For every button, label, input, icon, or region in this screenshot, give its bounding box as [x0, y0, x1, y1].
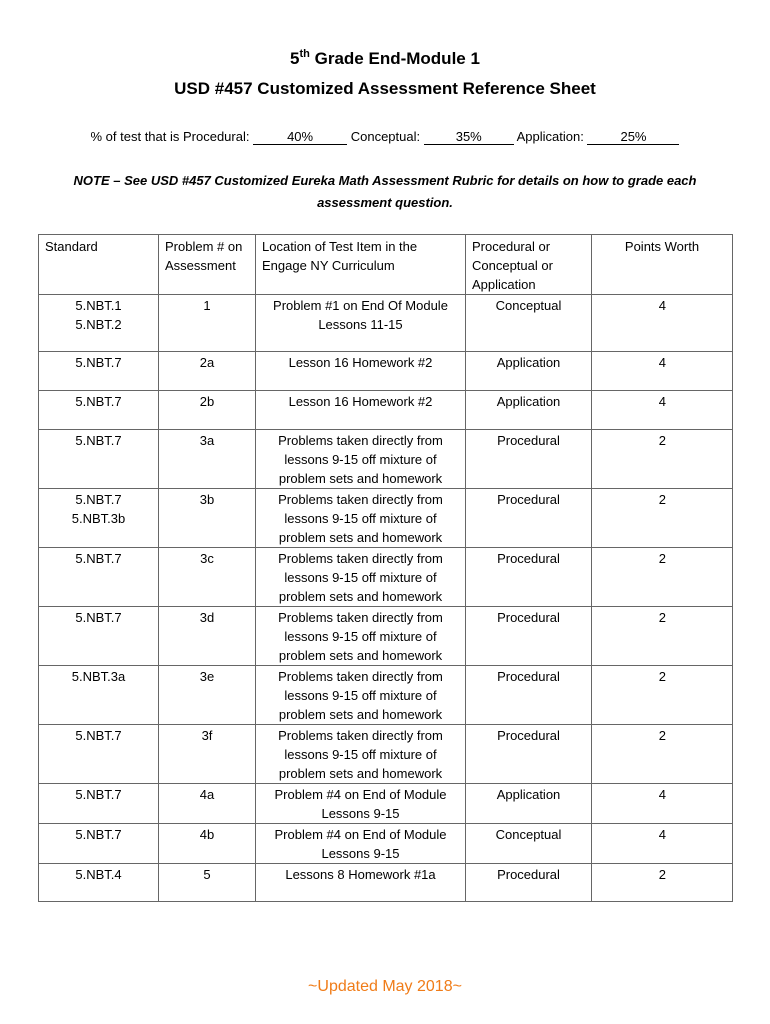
cell-points: 2: [592, 548, 733, 607]
table-row: [39, 430, 733, 489]
grading-note: NOTE – See USD #457 Customized Eureka Math Assessment Rubric for details on how to grade each assessment question.: [73, 173, 697, 210]
cell-points: 2: [592, 430, 733, 489]
header-standard: Standard: [39, 235, 159, 295]
cell-problem: 3a: [159, 430, 256, 489]
updated-footer: ~Updated May 2018~: [308, 978, 462, 995]
page-subtitle: USD #457 Customized Assessment Reference Sheet: [174, 79, 596, 98]
table-row: [39, 824, 733, 864]
cell-location: Lessons 8 Homework #1a: [256, 864, 466, 902]
cell-standard: 5.NBT.7: [39, 784, 159, 824]
conceptual-value: 35%: [424, 130, 514, 145]
table-header-row: [39, 235, 733, 295]
procedural-value: 40%: [253, 130, 347, 145]
table-row: [39, 666, 733, 725]
cell-type: Procedural: [466, 666, 592, 725]
grade-ordinal: th: [299, 48, 310, 60]
cell-points: 4: [592, 784, 733, 824]
cell-location: Problems taken directly from lessons 9-15 off mixture of problem sets and homework: [256, 666, 466, 725]
cell-points: 2: [592, 489, 733, 548]
table-row: [39, 489, 733, 548]
page-title: [0, 47, 770, 73]
table-row: [39, 784, 733, 824]
cell-points: 2: [592, 725, 733, 784]
conceptual-label: Conceptual:: [350, 129, 421, 144]
cell-points: 4: [592, 391, 733, 430]
cell-problem: 3b: [159, 489, 256, 548]
header-type: Procedural or Conceptual or Application: [466, 235, 592, 295]
cell-type: Conceptual: [466, 295, 592, 352]
cell-standard: 5.NBT.1 5.NBT.2: [39, 295, 159, 352]
cell-points: 2: [592, 607, 733, 666]
cell-location: Problems taken directly from lessons 9-15 off mixture of problem sets and homework: [256, 548, 466, 607]
cell-type: Application: [466, 352, 592, 391]
cell-standard: 5.NBT.7: [39, 548, 159, 607]
percentage-line: [0, 128, 770, 146]
cell-type: Conceptual: [466, 824, 592, 864]
cell-type: Procedural: [466, 725, 592, 784]
cell-location: Problem #4 on End of Module Lessons 9-15: [256, 784, 466, 824]
procedural-label: % of test that is Procedural:: [90, 129, 250, 144]
cell-problem: 2a: [159, 352, 256, 391]
cell-points: 4: [592, 295, 733, 352]
cell-points: 4: [592, 824, 733, 864]
table-row: [39, 607, 733, 666]
cell-type: Application: [466, 784, 592, 824]
title-text: Grade End-Module 1: [309, 49, 480, 68]
cell-problem: 4b: [159, 824, 256, 864]
table-row: [39, 295, 733, 352]
cell-standard: 5.NBT.3a: [39, 666, 159, 725]
cell-problem: 1: [159, 295, 256, 352]
table-row: [39, 725, 733, 784]
cell-standard: 5.NBT.4: [39, 864, 159, 902]
cell-problem: 2b: [159, 391, 256, 430]
cell-points: 4: [592, 352, 733, 391]
cell-standard: 5.NBT.7: [39, 607, 159, 666]
cell-type: Procedural: [466, 489, 592, 548]
table-row: [39, 352, 733, 391]
grade-number: 5: [290, 49, 300, 68]
table-row: [39, 391, 733, 430]
cell-type: Procedural: [466, 864, 592, 902]
cell-problem: 3f: [159, 725, 256, 784]
cell-location: Problems taken directly from lessons 9-15 off mixture of problem sets and homework: [256, 430, 466, 489]
cell-standard: 5.NBT.7: [39, 725, 159, 784]
cell-type: Procedural: [466, 607, 592, 666]
cell-points: 2: [592, 666, 733, 725]
table-row: [39, 864, 733, 902]
cell-location: Lesson 16 Homework #2: [256, 352, 466, 391]
table-row: [39, 548, 733, 607]
cell-location: Problem #4 on End of Module Lessons 9-15: [256, 824, 466, 864]
cell-type: Application: [466, 391, 592, 430]
cell-points: 2: [592, 864, 733, 902]
header-points: Points Worth: [592, 235, 733, 295]
cell-location: Lesson 16 Homework #2: [256, 391, 466, 430]
application-value: 25%: [587, 130, 679, 145]
cell-location: Problems taken directly from lessons 9-15 off mixture of problem sets and homework: [256, 725, 466, 784]
cell-problem: 5: [159, 864, 256, 902]
cell-problem: 3e: [159, 666, 256, 725]
cell-standard: 5.NBT.7 5.NBT.3b: [39, 489, 159, 548]
cell-problem: 3d: [159, 607, 256, 666]
cell-type: Procedural: [466, 430, 592, 489]
application-label: Application:: [516, 129, 584, 144]
cell-standard: 5.NBT.7: [39, 430, 159, 489]
cell-location: Problem #1 on End Of Module Lessons 11-15: [256, 295, 466, 352]
header-problem: Problem # on Assessment: [159, 235, 256, 295]
cell-problem: 3c: [159, 548, 256, 607]
cell-location: Problems taken directly from lessons 9-15 off mixture of problem sets and homework: [256, 607, 466, 666]
cell-location: Problems taken directly from lessons 9-15 off mixture of problem sets and homework: [256, 489, 466, 548]
cell-standard: 5.NBT.7: [39, 391, 159, 430]
header-location: Location of Test Item in the Engage NY Curriculum: [256, 235, 466, 295]
cell-problem: 4a: [159, 784, 256, 824]
cell-standard: 5.NBT.7: [39, 352, 159, 391]
cell-type: Procedural: [466, 548, 592, 607]
assessment-table: [38, 234, 733, 902]
cell-standard: 5.NBT.7: [39, 824, 159, 864]
